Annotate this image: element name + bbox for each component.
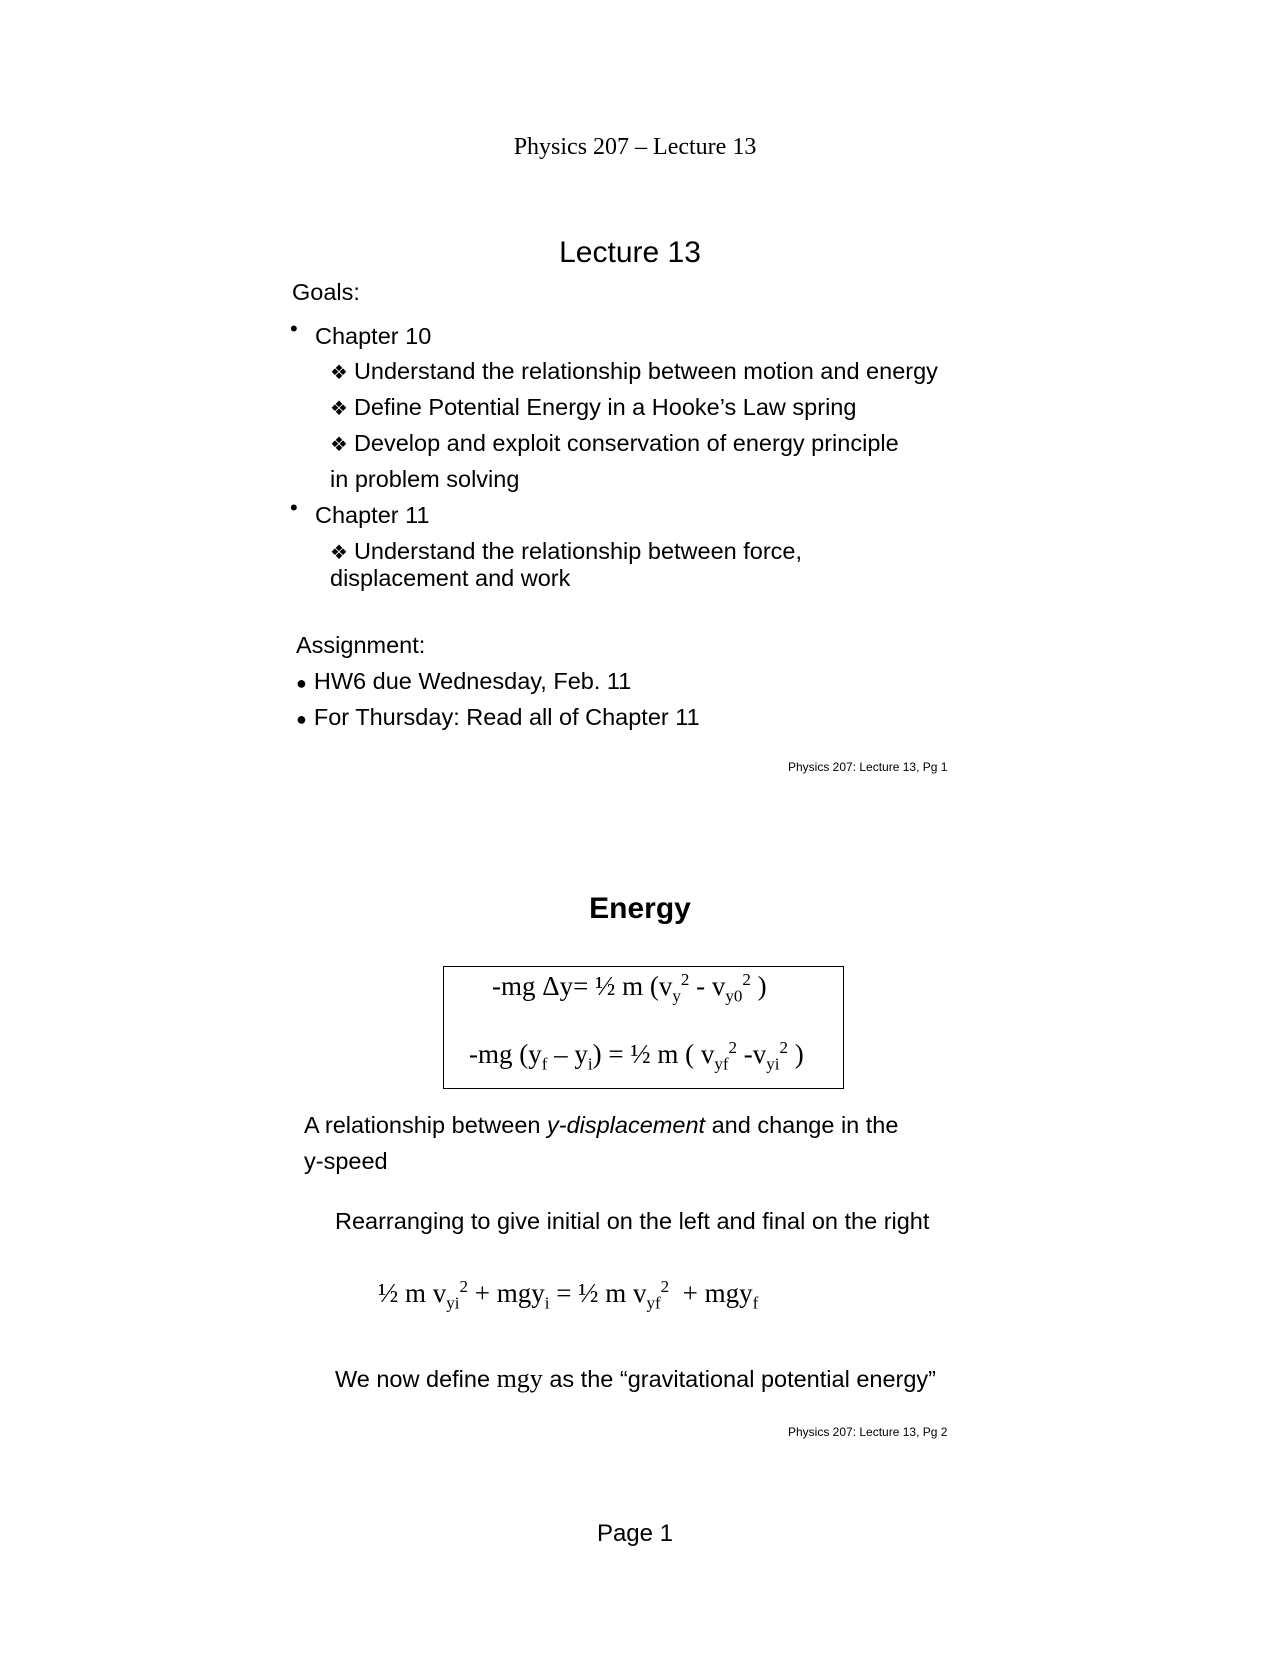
bullet-icon: • (290, 495, 298, 520)
relationship-text: A relationship between y-displacement and change in the (304, 1112, 899, 1138)
chapter11-label: Chapter 11 (315, 502, 430, 528)
chapter11-item-continued: displacement and work (330, 565, 571, 591)
goals-label: Goals: (292, 279, 360, 305)
slide2-title: Energy (589, 892, 691, 925)
bullet-icon: ● (296, 673, 307, 693)
definition-text: We now define mgy as the “gravitational potential energy” (335, 1364, 936, 1393)
chapter11-item: ❖ Understand the relationship between force, (330, 538, 803, 564)
assignment-item: ● For Thursday: Read all of Chapter 11 (296, 704, 700, 730)
page-number: Page 1 (596, 1520, 674, 1547)
chapter10-item: ❖ Define Potential Energy in a Hooke’s Law spring (330, 394, 857, 420)
equation-box (443, 966, 844, 1089)
diamond-bullet-icon: ❖ (330, 434, 348, 456)
slide1-page-ref: Physics 207: Lecture 13, Pg 1 (788, 760, 948, 774)
bullet-icon: • (290, 316, 298, 341)
equation-yf-yi: -mg $(y_f - y_i)$ = ½ m ( $v_{yf}^2$ $-v_{yi}^2$ ) (469, 1038, 804, 1074)
slide2-page-ref: Physics 207: Lecture 13, Pg 2 (788, 1425, 948, 1439)
chapter10-item: ❖ Develop and exploit conservation of energy principle (330, 430, 899, 456)
assignment-item: ● HW6 due Wednesday, Feb. 11 (296, 668, 632, 694)
relationship-text-continued: y-speed (304, 1148, 388, 1174)
chapter10-item-continued: in problem solving (330, 466, 520, 492)
chapter10-label: Chapter 10 (315, 323, 432, 349)
chapter10-item: ❖ Understand the relationship between motion and energy (330, 358, 938, 384)
diamond-bullet-icon: ❖ (330, 542, 348, 564)
diamond-bullet-icon: ❖ (330, 398, 348, 420)
diamond-bullet-icon: ❖ (330, 362, 348, 384)
document-header: Physics 207 – Lecture 13 (513, 134, 757, 160)
bullet-icon: ● (296, 709, 307, 729)
assignment-label: Assignment: (296, 632, 426, 658)
equation-delta-y: -mg Δy= ½ m ($v_y^2 - v_{y0}^2$ ) (492, 970, 767, 1006)
energy-conservation-equation: ½ m $v_{yi}^2 + mgy_i$ = ½ m $v_{yf}^2 + mgy_f$ (378, 1277, 759, 1313)
rearranging-text: Rearranging to give initial on the left and final on the right (335, 1208, 930, 1234)
slide1-title: Lecture 13 (559, 236, 701, 269)
